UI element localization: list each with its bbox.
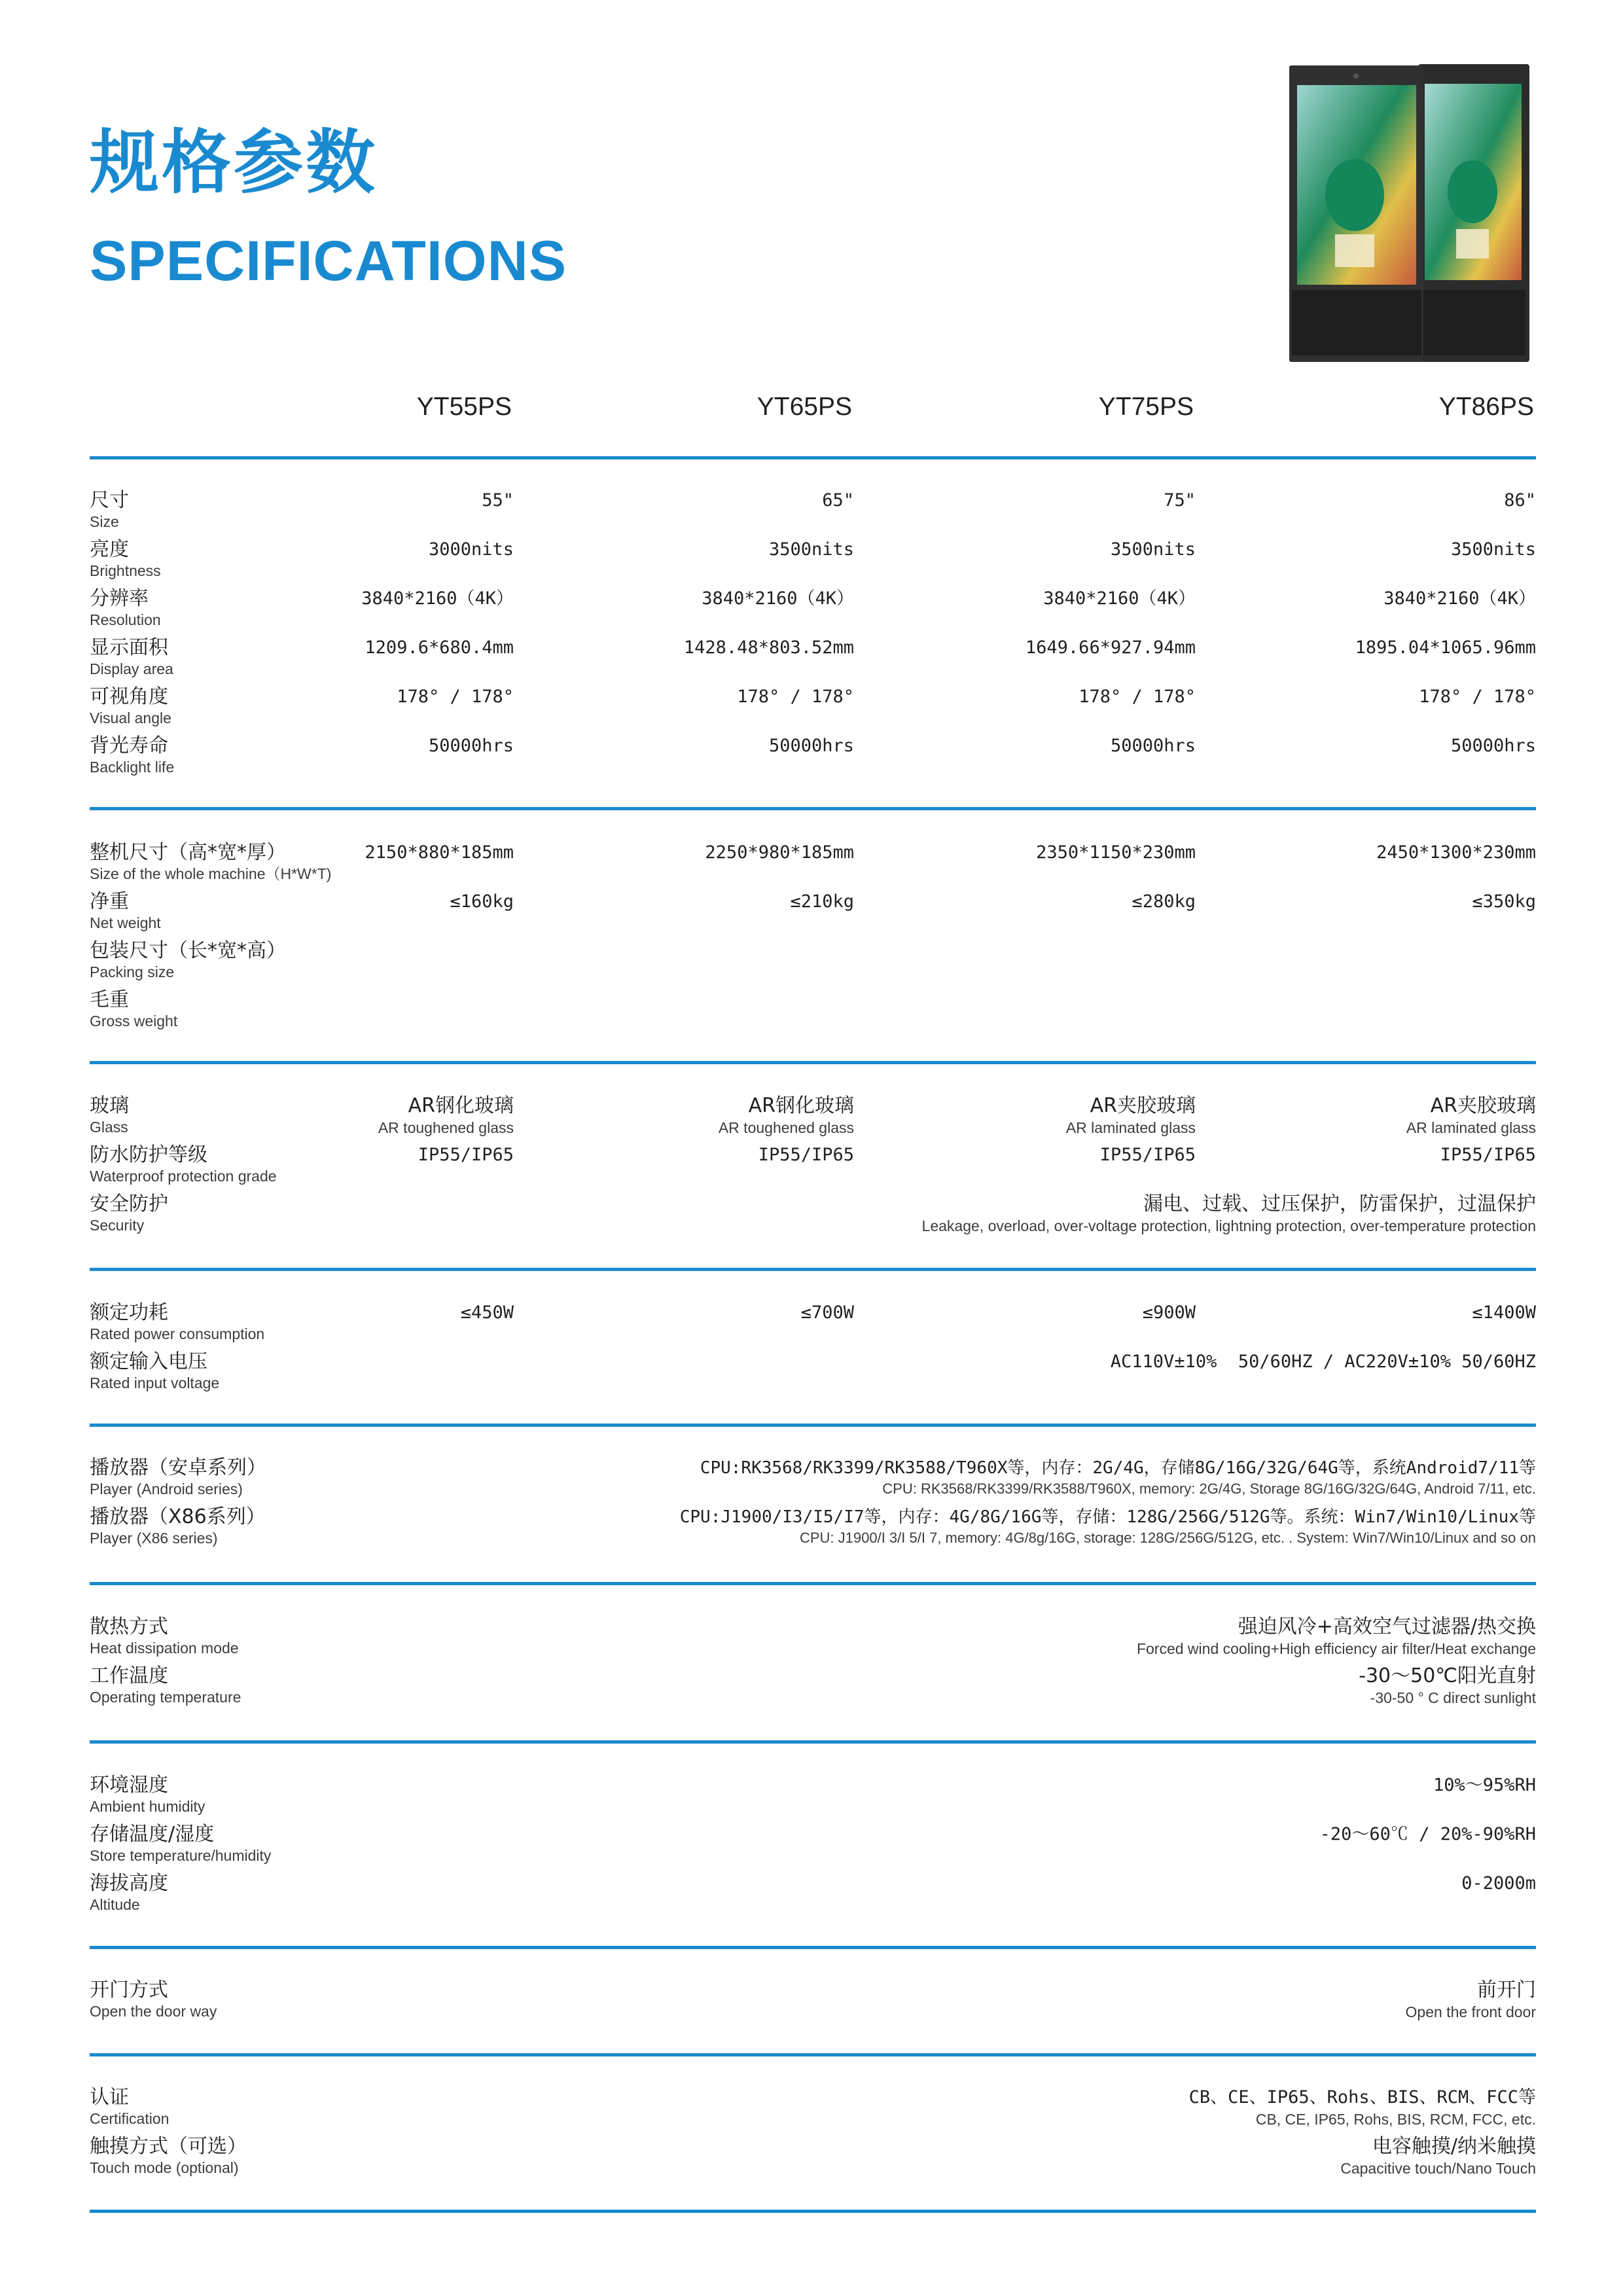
- label-cn: 触摸方式（可选）: [90, 2135, 247, 2158]
- divider: [90, 807, 1536, 810]
- brightness-yt75ps: 3500nits: [1110, 539, 1196, 560]
- row-player-android-label: [90, 1456, 266, 1498]
- glass-en-yt65ps: AR toughened glass: [718, 1119, 854, 1136]
- label-en: Resolution: [90, 611, 161, 628]
- glass-yt65ps: AR钢化玻璃: [748, 1094, 854, 1117]
- backlight-yt75ps: 50000hrs: [1110, 736, 1196, 756]
- row-resolution-label: [90, 586, 161, 628]
- net-weight-yt75ps: ≤280kg: [1132, 891, 1196, 912]
- heat-value: 强迫风冷+高效空气过滤器/热交换: [1238, 1615, 1536, 1638]
- row-net-weight-label: [90, 889, 161, 931]
- label-cn: 整机尺寸（高*宽*厚）: [90, 841, 286, 864]
- altitude-value: 0-2000m: [1461, 1873, 1536, 1893]
- brightness-yt55ps: 3000nits: [428, 539, 514, 560]
- label-cn: 安全防护: [90, 1193, 168, 1215]
- cert-value: CB、CE、IP65、Rohs、BIS、RCM、FCC等: [1188, 2087, 1536, 2108]
- page-title-cn: 规格参数: [90, 122, 378, 203]
- backlight-yt86ps: 50000hrs: [1450, 736, 1536, 756]
- waterproof-yt55ps: IP55/IP65: [418, 1145, 514, 1165]
- label-cn: 认证: [90, 2086, 129, 2109]
- row-touch-label: [90, 2134, 247, 2176]
- label-en: Brightness: [90, 562, 161, 579]
- label-cn: 分辨率: [90, 587, 149, 610]
- size-yt55ps: 55": [482, 490, 514, 511]
- player-android-value: CPU:RK3568/RK3399/RK3588/T960X等，内存：2G/4G，存储8G/16G/32G/64G等，系统Android7/11等: [700, 1458, 1536, 1478]
- display-area-yt55ps: 1209.6*680.4mm: [365, 637, 514, 658]
- door-value: 前开门: [1477, 1979, 1536, 2001]
- waterproof-yt86ps: IP55/IP65: [1440, 1145, 1536, 1165]
- label-cn: 可视角度: [90, 685, 168, 708]
- glass-en-yt75ps: AR laminated glass: [1065, 1119, 1196, 1136]
- resolution-yt65ps: 3840*2160（4K）: [702, 588, 854, 609]
- row-security-label: [90, 1192, 168, 1234]
- row-power-label: [90, 1300, 264, 1342]
- label-en: Packing size: [90, 963, 175, 980]
- touch-value: 电容触摸/纳米触摸: [1372, 2135, 1536, 2158]
- label-cn: 毛重: [90, 988, 129, 1011]
- row-whole-size-label: [90, 840, 331, 882]
- glass-yt86ps: AR夹胶玻璃: [1430, 1094, 1536, 1117]
- row-waterproof-label: [90, 1143, 277, 1185]
- divider: [90, 1946, 1536, 1949]
- store-value: -20～60℃ / 20%-90%RH: [1319, 1824, 1536, 1844]
- label-cn: 开门方式: [90, 1979, 168, 2001]
- row-packing-size-label: [90, 939, 286, 980]
- visual-angle-yt86ps: 178° / 178°: [1419, 687, 1536, 707]
- size-yt86ps: 86": [1504, 490, 1536, 511]
- model-yt86ps: YT86PS: [1438, 393, 1534, 421]
- divider: [90, 2210, 1536, 2213]
- power-yt86ps: ≤1400W: [1472, 1302, 1536, 1323]
- row-backlight-label: [90, 734, 174, 776]
- heat-value-en: Forced wind cooling+High efficiency air filter/Heat exchange: [1136, 1640, 1536, 1657]
- label-en: Net weight: [90, 914, 161, 931]
- label-cn: 显示面积: [90, 636, 168, 659]
- label-en: Rated input voltage: [90, 1374, 220, 1391]
- label-en: Waterproof protection grade: [90, 1168, 277, 1185]
- label-en: Visual angle: [90, 709, 171, 726]
- row-door-label: [90, 1978, 217, 2020]
- net-weight-yt55ps: ≤160kg: [450, 891, 514, 912]
- security-value: 漏电、过载、过压保护，防雷保护，过温保护: [1143, 1193, 1536, 1215]
- glass-en-yt86ps: AR laminated glass: [1406, 1119, 1536, 1136]
- divider: [90, 1424, 1536, 1427]
- whole-size-yt55ps: 2150*880*185mm: [365, 842, 514, 863]
- player-android-value-en: CPU: RK3568/RK3399/RK3588/T960X, memory: 2G/4G, Storage 8G/16G/32G/64G, Android 7/11, etc.: [882, 1480, 1536, 1497]
- visual-angle-yt75ps: 178° / 178°: [1079, 687, 1196, 707]
- label-cn: 海拔高度: [90, 1872, 168, 1895]
- backlight-yt65ps: 50000hrs: [768, 736, 854, 756]
- label-cn: 背光寿命: [90, 734, 168, 757]
- visual-angle-yt65ps: 178° / 178°: [737, 687, 854, 707]
- label-en: Heat dissipation mode: [90, 1640, 239, 1657]
- label-cn: 额定输入电压: [90, 1350, 207, 1373]
- resolution-yt75ps: 3840*2160（4K）: [1043, 588, 1196, 609]
- divider: [90, 1582, 1536, 1585]
- glass-yt55ps: AR钢化玻璃: [408, 1094, 514, 1117]
- divider: [90, 2053, 1536, 2056]
- power-yt55ps: ≤450W: [460, 1302, 514, 1323]
- divider: [90, 1740, 1536, 1744]
- whole-size-yt65ps: 2250*980*185mm: [705, 842, 854, 863]
- label-en: Ambient humidity: [90, 1798, 205, 1815]
- label-cn: 额定功耗: [90, 1301, 168, 1324]
- label-en: Display area: [90, 660, 173, 677]
- row-display-area-label: [90, 636, 173, 677]
- label-en: Store temperature/humidity: [90, 1847, 272, 1864]
- label-cn: 净重: [90, 890, 129, 913]
- visual-angle-yt55ps: 178° / 178°: [397, 687, 514, 707]
- divider: [90, 1268, 1536, 1271]
- display-area-yt65ps: 1428.48*803.52mm: [683, 637, 854, 658]
- net-weight-yt65ps: ≤210kg: [790, 891, 854, 912]
- size-yt65ps: 65": [822, 490, 854, 511]
- display-area-yt86ps: 1895.04*1065.96mm: [1355, 637, 1536, 658]
- whole-size-yt75ps: 2350*1150*230mm: [1036, 842, 1196, 863]
- power-yt65ps: ≤700W: [800, 1302, 854, 1323]
- page-title-en: SPECIFICATIONS: [90, 230, 567, 293]
- row-temp-label: [90, 1664, 241, 1706]
- row-gross-weight-label: [90, 988, 177, 1030]
- row-brightness-label: [90, 537, 161, 579]
- label-en: Gross weight: [90, 1013, 178, 1030]
- label-en: Size of the whole machine（H*W*T): [90, 865, 332, 882]
- row-visual-angle-label: [90, 685, 171, 726]
- label-en: Touch mode (optional): [90, 2159, 239, 2176]
- label-cn: 玻璃: [90, 1094, 129, 1117]
- label-cn: 播放器（X86系列）: [90, 1505, 266, 1528]
- label-en: Size: [90, 513, 119, 530]
- size-yt75ps: 75": [1164, 490, 1196, 511]
- security-value-en: Leakage, overload, over-voltage protection, lightning protection, over-temperature protection: [921, 1217, 1536, 1234]
- resolution-yt55ps: 3840*2160（4K）: [361, 588, 514, 609]
- label-cn: 亮度: [90, 538, 129, 561]
- label-en: Rated power consumption: [90, 1325, 265, 1342]
- waterproof-yt75ps: IP55/IP65: [1099, 1145, 1196, 1165]
- resolution-yt86ps: 3840*2160（4K）: [1383, 588, 1536, 609]
- power-yt75ps: ≤900W: [1142, 1302, 1196, 1323]
- label-en: Security: [90, 1217, 145, 1234]
- label-en: Glass: [90, 1119, 128, 1136]
- model-header-row: [0, 393, 1623, 425]
- player-x86-value-en: CPU: J1900/I 3/I 5/I 7, memory: 4G/8g/16G, storage: 128G/256G/512G, etc. . System: Win7/Win10/Linux and so on: [799, 1530, 1536, 1546]
- label-en: Operating temperature: [90, 1689, 241, 1706]
- row-player-x86-label: [90, 1505, 266, 1547]
- touch-value-en: Capacitive touch/Nano Touch: [1340, 2160, 1536, 2177]
- glass-yt75ps: AR夹胶玻璃: [1090, 1094, 1196, 1117]
- door-value-en: Open the front door: [1405, 2003, 1536, 2020]
- brightness-yt65ps: 3500nits: [768, 539, 854, 560]
- label-cn: 防水防护等级: [90, 1143, 207, 1166]
- label-en: Player (X86 series): [90, 1530, 218, 1547]
- row-voltage-label: [90, 1350, 219, 1391]
- product-image: [1283, 58, 1544, 365]
- row-glass-label: [90, 1094, 129, 1136]
- bag-shape: [1325, 159, 1384, 231]
- row-humidity-label: [90, 1773, 205, 1815]
- label-cn: 播放器（安卓系列）: [90, 1456, 266, 1479]
- label-cn: 散热方式: [90, 1615, 168, 1638]
- divider: [90, 456, 1536, 459]
- glass-en-yt55ps: AR toughened glass: [378, 1119, 514, 1136]
- label-cn: 环境湿度: [90, 1774, 168, 1797]
- label-en: Open the door way: [90, 2003, 217, 2020]
- model-yt55ps: YT55PS: [416, 393, 512, 421]
- label-cn: 尺寸: [90, 489, 129, 512]
- row-heat-label: [90, 1615, 239, 1657]
- label-cn: 存储温度/湿度: [90, 1823, 215, 1846]
- temp-value-en: -30-50 ° C direct sunlight: [1370, 1689, 1536, 1706]
- model-yt65ps: YT65PS: [757, 393, 852, 421]
- voltage-value: AC110V±10% 50/60HZ / AC220V±10% 50/60HZ: [1110, 1352, 1536, 1372]
- whole-size-yt86ps: 2450*1300*230mm: [1376, 842, 1536, 863]
- label-cn: 工作温度: [90, 1664, 168, 1687]
- cert-value-en: CB, CE, IP65, Rohs, BIS, RCM, FCC, etc.: [1255, 2111, 1536, 2128]
- brightness-yt86ps: 3500nits: [1450, 539, 1536, 560]
- row-cert-label: [90, 2085, 169, 2127]
- net-weight-yt86ps: ≤350kg: [1472, 891, 1536, 912]
- label-en: Altitude: [90, 1896, 140, 1913]
- divider: [90, 1061, 1536, 1064]
- player-x86-value: CPU:J1900/I3/I5/I7等，内存：4G/8G/16G等，存储：128G/256G/512G等。系统：Win7/Win10/Linux等: [679, 1507, 1536, 1527]
- row-size-label: [90, 488, 129, 530]
- row-altitude-label: [90, 1871, 168, 1913]
- row-store-label: [90, 1822, 271, 1864]
- humidity-value: 10%～95%RH: [1433, 1775, 1536, 1795]
- model-yt75ps: YT75PS: [1098, 393, 1194, 421]
- temp-value: -30～50℃阳光直射: [1359, 1664, 1536, 1687]
- label-en: Backlight life: [90, 759, 175, 776]
- waterproof-yt65ps: IP55/IP65: [758, 1145, 854, 1165]
- label-en: Certification: [90, 2110, 169, 2127]
- label-en: Player (Android series): [90, 1480, 243, 1498]
- label-cn: 包装尺寸（长*宽*高）: [90, 939, 286, 962]
- display-area-yt75ps: 1649.66*927.94mm: [1025, 637, 1196, 658]
- backlight-yt55ps: 50000hrs: [428, 736, 514, 756]
